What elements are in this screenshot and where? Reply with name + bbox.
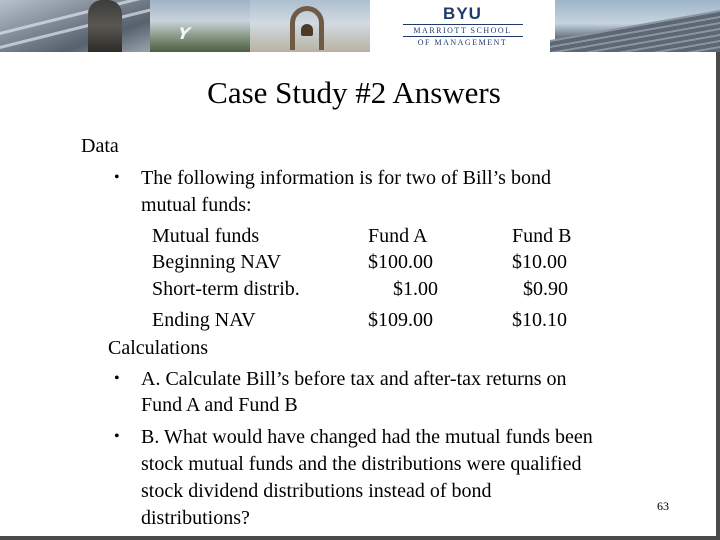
table-cell-fund-b: Fund B: [512, 225, 572, 247]
calc-bullet-b-line-3: stock dividend distributions instead of bond: [141, 480, 492, 502]
table-row-label: Beginning NAV: [152, 251, 282, 273]
bell-icon: [301, 24, 313, 36]
bullet-icon: •: [114, 428, 120, 445]
table-row-label: Mutual funds: [152, 225, 260, 247]
banner-photo-bell-tower: [250, 0, 370, 52]
table-cell-fund-a: $109.00: [368, 309, 433, 331]
banner-photo-statue: [0, 0, 150, 52]
table-cell-fund-b: $10.10: [512, 309, 567, 331]
calc-bullet-a-line-1: A. Calculate Bill’s before tax and after-tax returns on: [141, 368, 567, 390]
table-row-label: Ending NAV: [152, 309, 256, 331]
bullet-icon: •: [114, 370, 120, 387]
calc-bullet-b-line-4: distributions?: [141, 507, 250, 529]
calc-bullet-a-line-2: Fund A and Fund B: [141, 394, 298, 416]
table-cell-fund-a: $1.00: [393, 278, 438, 300]
y-mountain-icon: Y: [174, 24, 194, 43]
banner-photo-building: [555, 0, 720, 52]
slide-title: Case Study #2 Answers: [207, 75, 501, 110]
table-cell-fund-a: $100.00: [368, 251, 433, 273]
table-cell-fund-b: $0.90: [523, 278, 568, 300]
calc-bullet-b-line-1: B. What would have changed had the mutual funds been: [141, 426, 593, 448]
data-bullet-line-2: mutual funds:: [141, 194, 252, 216]
header-banner: [0, 0, 720, 52]
bullet-icon: •: [114, 169, 120, 186]
banner-photo-mountain: [150, 0, 250, 52]
page-number: 63: [657, 499, 669, 513]
calc-bullet-b-line-2: stock mutual funds and the distributions were qualified: [141, 453, 582, 475]
data-heading: Data: [81, 135, 119, 157]
table-cell-fund-b: $10.00: [512, 251, 567, 273]
table-row-label: Short-term distrib.: [152, 278, 300, 300]
calculations-heading: Calculations: [108, 337, 208, 359]
byu-marriott-logo: BYU MARRIOTT SCHOOL OF MANAGEMENT: [370, 0, 555, 52]
data-bullet-line-1: The following information is for two of Bill’s bond: [141, 167, 551, 189]
table-cell-fund-a: Fund A: [368, 225, 428, 247]
